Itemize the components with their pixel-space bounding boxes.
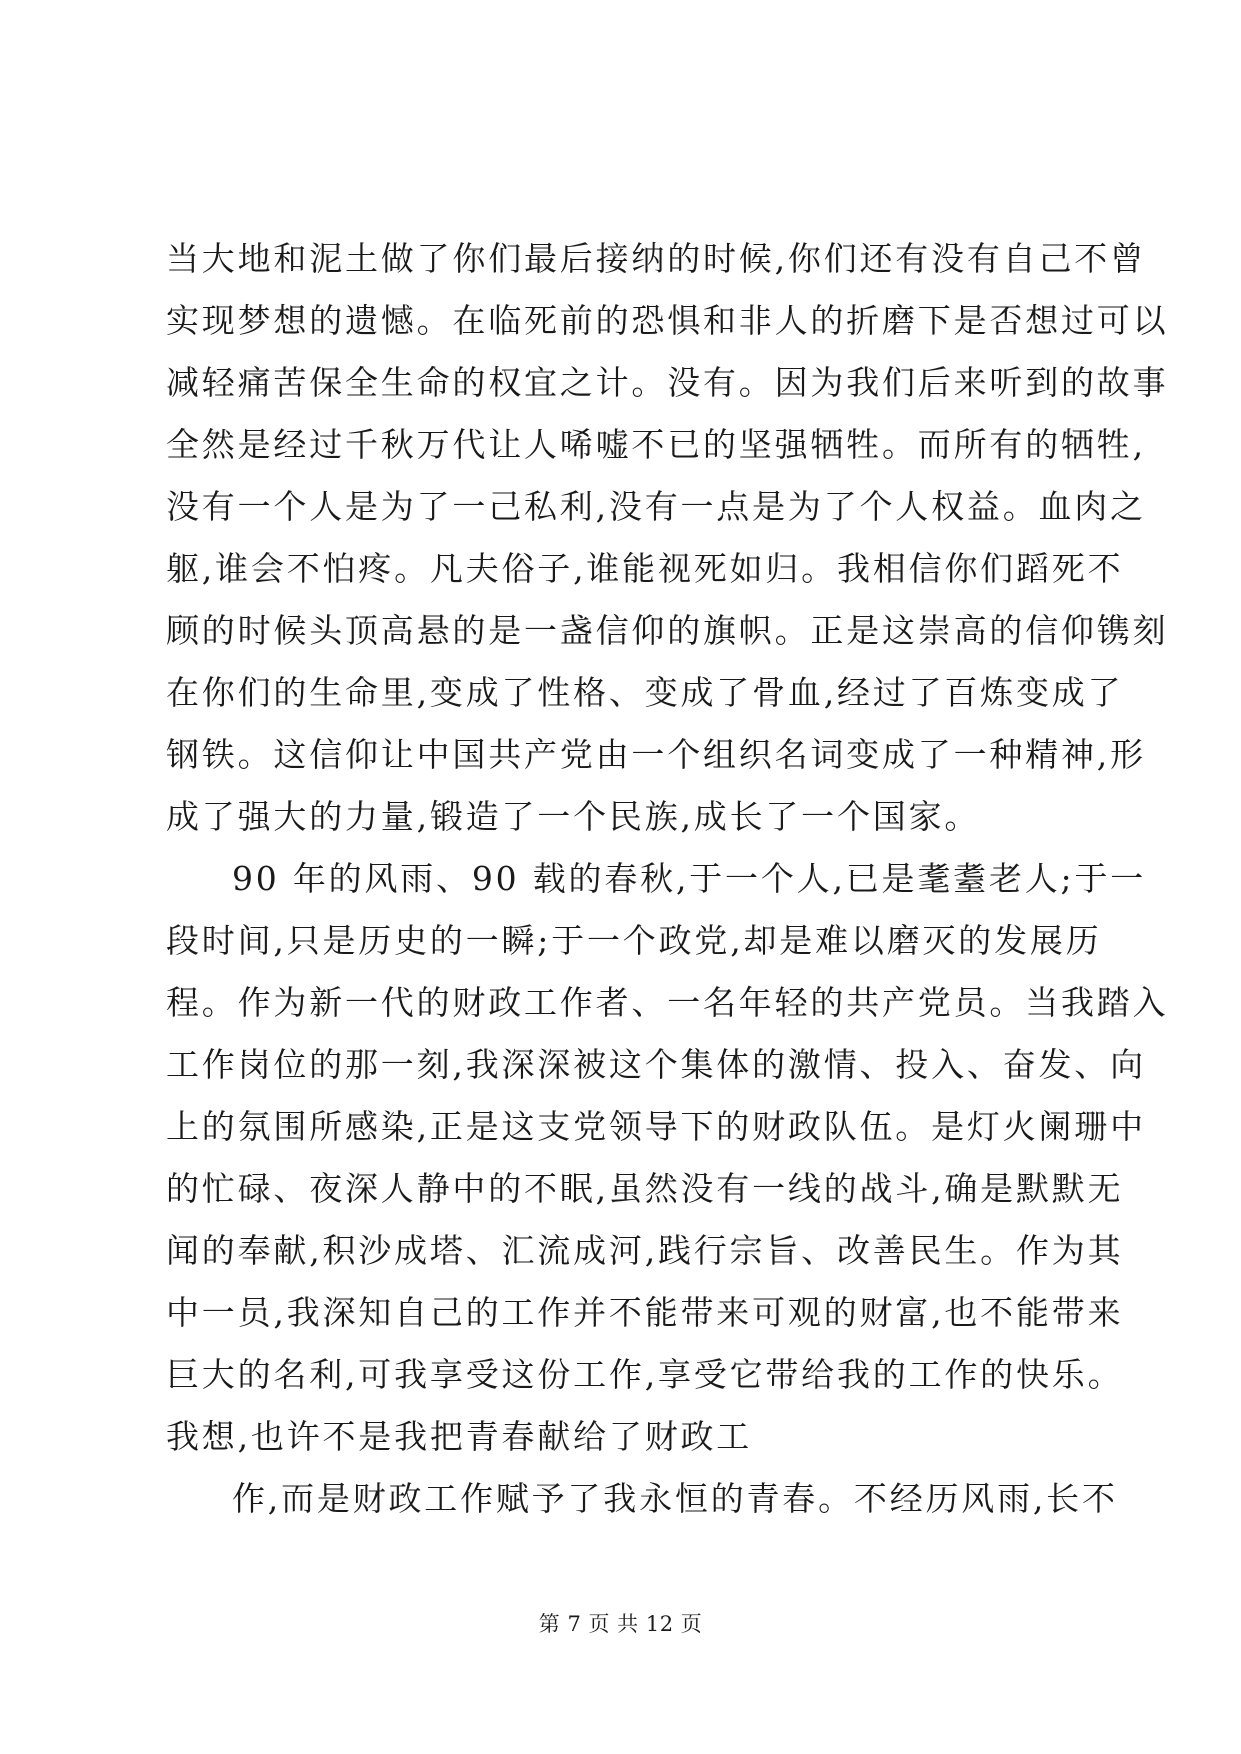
- text-line: 巨大的名利,可我享受这份工作,享受它带给我的工作的快乐。: [166, 1355, 1124, 1394]
- text-line: 的忙碌、夜深人静中的不眠,虽然没有一线的战斗,确是默默无: [166, 1169, 1124, 1208]
- text-line: 成了强大的力量,锻造了一个民族,成长了一个国家。: [166, 797, 981, 836]
- text-line: 没有一个人是为了一己私利,没有一点是为了个人权益。血肉之: [166, 487, 1146, 526]
- text-line: 在你们的生命里,变成了性格、变成了骨血,经过了百炼变成了: [166, 673, 1124, 712]
- text-line: 90 年的风雨、90 载的春秋,于一个人,已是耄耋老人;于一: [232, 859, 1147, 898]
- text-line: 实现梦想的遗憾。在临死前的恐惧和非人的折磨下是否想过可以: [166, 301, 1169, 340]
- text-line: 中一员,我深知自己的工作并不能带来可观的财富,也不能带来: [166, 1293, 1124, 1332]
- text-line: 工作岗位的那一刻,我深深被这个集体的激情、投入、奋发、向: [166, 1045, 1146, 1084]
- page-footer: 第 7 页 共 12 页: [538, 1612, 703, 1636]
- text-line: 上的氛围所感染,正是这支党领导下的财政队伍。是灯火阑珊中: [166, 1107, 1146, 1146]
- text-line: 全然是经过千秋万代让人唏嘘不已的坚强牺牲。而所有的牺牲,: [166, 425, 1146, 464]
- text-line: 闻的奉献,积沙成塔、汇流成河,践行宗旨、改善民生。作为其: [166, 1231, 1124, 1270]
- text-line: 当大地和泥土做了你们最后接纳的时候,你们还有没有自己不曾: [166, 239, 1146, 278]
- text-line: 作,而是财政工作赋予了我永恒的青春。不经历风雨,长不: [232, 1479, 1118, 1518]
- text-line: 段时间,只是历史的一瞬;于一个政党,却是难以磨灭的发展历: [166, 921, 1102, 960]
- text-line: 钢铁。这信仰让中国共产党由一个组织名词变成了一种精神,形: [166, 735, 1146, 774]
- text-line: 我想,也许不是我把青春献给了财政工: [166, 1417, 753, 1456]
- text-line: 程。作为新一代的财政工作者、一名年轻的共产党员。当我踏入: [166, 983, 1169, 1022]
- text-line: 减轻痛苦保全生命的权宜之计。没有。因为我们后来听到的故事: [166, 363, 1169, 402]
- text-line: 顾的时候头顶高悬的是一盏信仰的旗帜。正是这崇高的信仰镌刻: [166, 611, 1169, 650]
- text-line: 躯,谁会不怕疼。凡夫俗子,谁能视死如归。我相信你们蹈死不: [166, 549, 1124, 588]
- body-text: [166, 228, 1169, 1530]
